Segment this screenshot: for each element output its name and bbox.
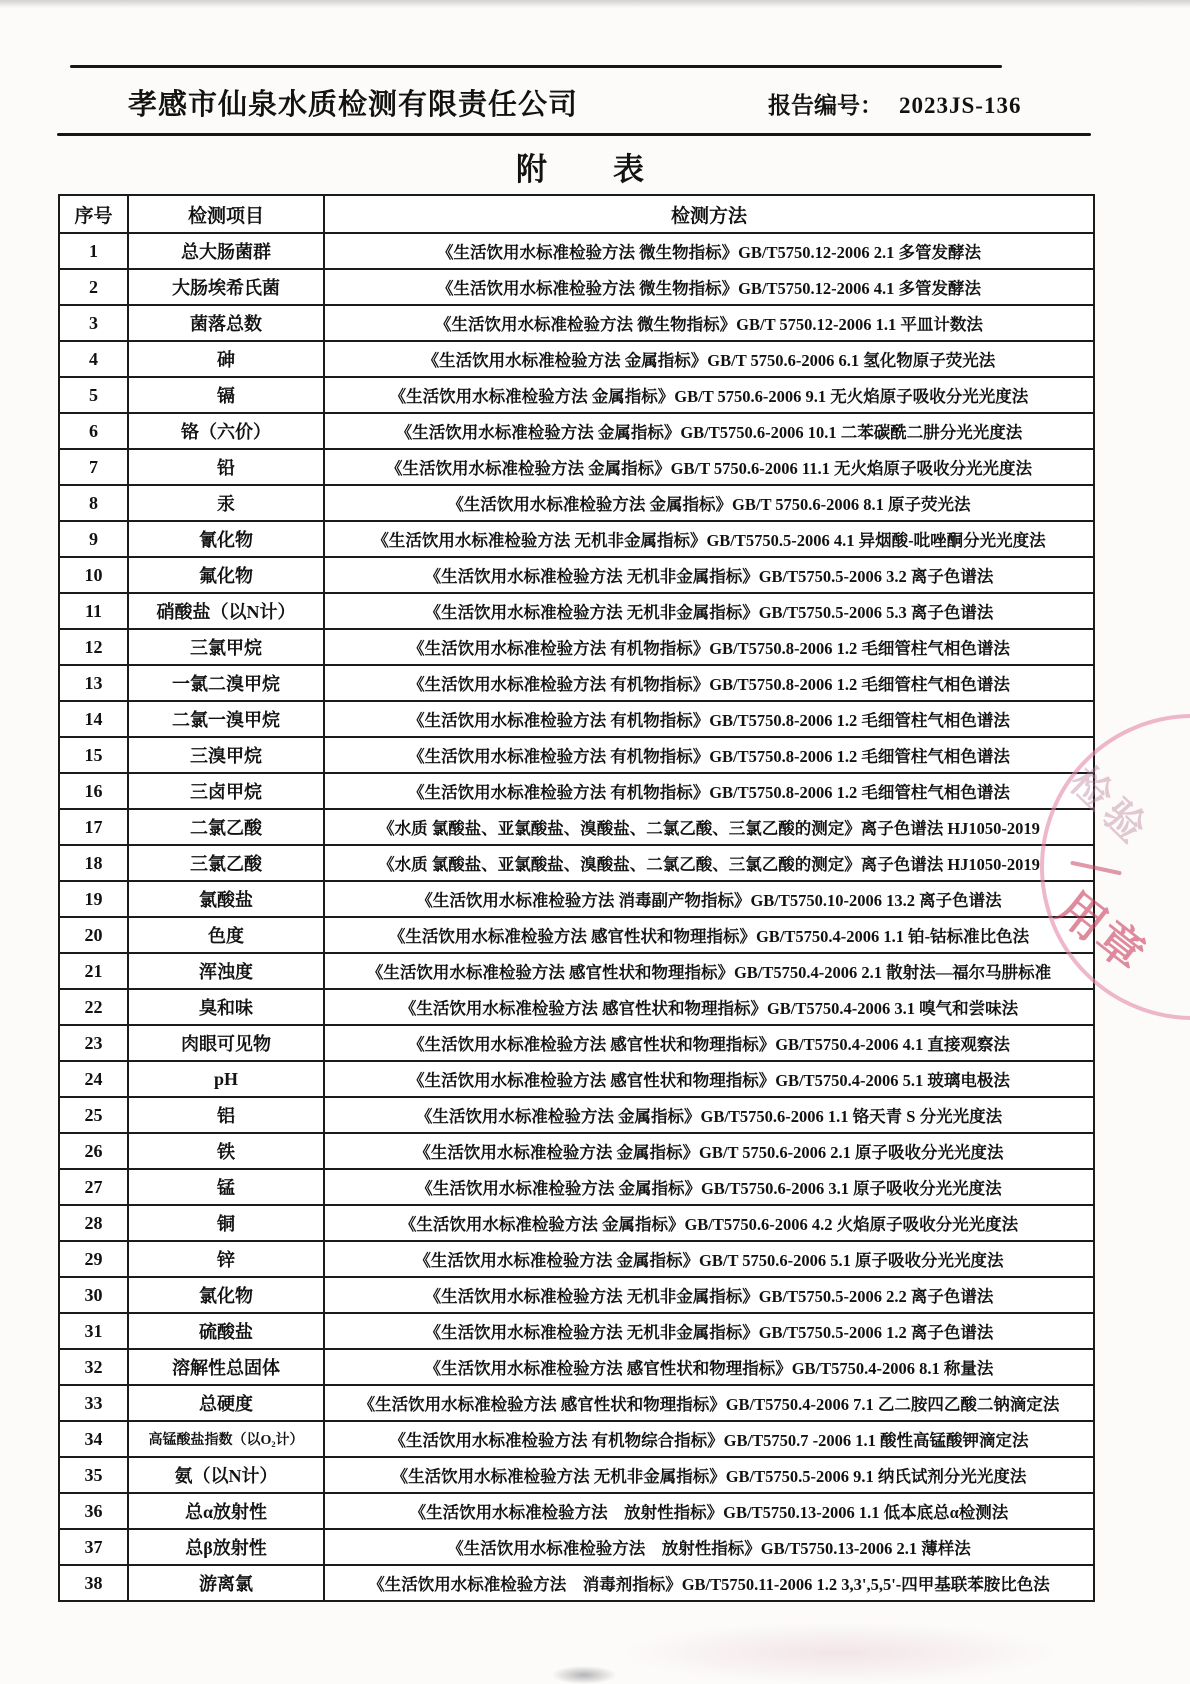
cell-item: 三氯甲烷 xyxy=(128,629,324,665)
table-row xyxy=(59,809,1094,845)
cell-seq: 15 xyxy=(59,737,128,773)
table-row xyxy=(59,413,1094,449)
cell-method: 《生活饮用水标准检验方法 金属指标》GB/T 5750.6-2006 5.1 原子吸收分光光度法 xyxy=(324,1241,1094,1277)
table-row xyxy=(59,845,1094,881)
table-row xyxy=(59,593,1094,629)
cell-item: 三氯乙酸 xyxy=(128,845,324,881)
table-row xyxy=(59,773,1094,809)
scan-smudge-artifact xyxy=(552,1666,616,1684)
cell-method: 《生活饮用水标准检验方法 有机物指标》GB/T5750.8-2006 1.2 毛细管柱气相色谱法 xyxy=(324,737,1094,773)
cell-method: 《生活饮用水标准检验方法 放射性指标》GB/T5750.13-2006 2.1 薄样法 xyxy=(324,1529,1094,1565)
cell-seq: 8 xyxy=(59,485,128,521)
cell-method: 《生活饮用水标准检验方法 金属指标》GB/T5750.6-2006 3.1 原子吸收分光光度法 xyxy=(324,1169,1094,1205)
cell-item: 高锰酸盐指数（以O₂计） xyxy=(128,1421,324,1457)
cell-item: 硫酸盐 xyxy=(128,1313,324,1349)
cell-method: 《生活饮用水标准检验方法 消毒剂指标》GB/T5750.11-2006 1.2 3,3',5,5'-四甲基联苯胺比色法 xyxy=(324,1565,1094,1601)
cell-seq: 26 xyxy=(59,1133,128,1169)
table-row xyxy=(59,737,1094,773)
cell-item: 二氯一溴甲烷 xyxy=(128,701,324,737)
cell-method: 《生活饮用水标准检验方法 无机非金属指标》GB/T5750.5-2006 5.3 离子色谱法 xyxy=(324,593,1094,629)
stamp-stroke xyxy=(1070,861,1122,876)
page-title-char-1: 附 xyxy=(516,152,547,187)
cell-method: 《生活饮用水标准检验方法 微生物指标》GB/T5750.12-2006 4.1 多管发酵法 xyxy=(324,269,1094,305)
cell-item: 铬（六价） xyxy=(128,413,324,449)
methods-table xyxy=(58,194,1095,1602)
cell-seq: 12 xyxy=(59,629,128,665)
cell-item: 砷 xyxy=(128,341,324,377)
table-header-row xyxy=(59,195,1094,233)
table-row xyxy=(59,1493,1094,1529)
page-title xyxy=(0,144,1160,189)
table-row xyxy=(59,521,1094,557)
cell-item: 汞 xyxy=(128,485,324,521)
cell-item: 大肠埃希氏菌 xyxy=(128,269,324,305)
cell-item: 总大肠菌群 xyxy=(128,233,324,269)
stamp-upper-text: 检验 xyxy=(1061,759,1158,855)
table-row xyxy=(59,377,1094,413)
cell-method: 《生活饮用水标准检验方法 感官性状和物理指标》GB/T5750.4-2006 7.1 乙二胺四乙酸二钠滴定法 xyxy=(324,1385,1094,1421)
cell-method: 《生活饮用水标准检验方法 有机物指标》GB/T5750.8-2006 1.2 毛细管柱气相色谱法 xyxy=(324,629,1094,665)
table-row xyxy=(59,341,1094,377)
cell-method: 《生活饮用水标准检验方法 无机非金属指标》GB/T5750.5-2006 3.2 离子色谱法 xyxy=(324,557,1094,593)
table-row xyxy=(59,1025,1094,1061)
cell-method: 《生活饮用水标准检验方法 有机物指标》GB/T5750.8-2006 1.2 毛细管柱气相色谱法 xyxy=(324,665,1094,701)
cell-seq: 13 xyxy=(59,665,128,701)
cell-seq: 27 xyxy=(59,1169,128,1205)
cell-method: 《生活饮用水标准检验方法 无机非金属指标》GB/T5750.5-2006 4.1 异烟酸-吡唑酮分光光度法 xyxy=(324,521,1094,557)
cell-seq: 28 xyxy=(59,1205,128,1241)
cell-item: 浑浊度 xyxy=(128,953,324,989)
cell-seq: 1 xyxy=(59,233,128,269)
header-top-rule xyxy=(70,65,1002,68)
table-row xyxy=(59,449,1094,485)
cell-method: 《生活饮用水标准检验方法 感官性状和物理指标》GB/T5750.4-2006 2.1 散射法—福尔马肼标准 xyxy=(324,953,1094,989)
cell-seq: 31 xyxy=(59,1313,128,1349)
cell-seq: 32 xyxy=(59,1349,128,1385)
cell-method: 《生活饮用水标准检验方法 无机非金属指标》GB/T5750.5-2006 9.1 纳氏试剂分光光度法 xyxy=(324,1457,1094,1493)
cell-method: 《生活饮用水标准检验方法 微生物指标》GB/T5750.12-2006 2.1 多管发酵法 xyxy=(324,233,1094,269)
cell-seq: 21 xyxy=(59,953,128,989)
table-row xyxy=(59,1133,1094,1169)
scan-edge-artifact xyxy=(0,0,1190,8)
cell-seq: 36 xyxy=(59,1493,128,1529)
cell-seq: 7 xyxy=(59,449,128,485)
table-row xyxy=(59,1097,1094,1133)
cell-item: 氯酸盐 xyxy=(128,881,324,917)
table-row xyxy=(59,557,1094,593)
table-row xyxy=(59,701,1094,737)
cell-item: 硝酸盐（以N计） xyxy=(128,593,324,629)
cell-method: 《生活饮用水标准检验方法 感官性状和物理指标》GB/T5750.4-2006 3.1 嗅气和尝味法 xyxy=(324,989,1094,1025)
cell-seq: 22 xyxy=(59,989,128,1025)
cell-item: 肉眼可见物 xyxy=(128,1025,324,1061)
cell-seq: 11 xyxy=(59,593,128,629)
cell-seq: 10 xyxy=(59,557,128,593)
cell-method: 《生活饮用水标准检验方法 消毒副产物指标》GB/T5750.10-2006 13.2 离子色谱法 xyxy=(324,881,1094,917)
cell-item: 臭和味 xyxy=(128,989,324,1025)
cell-method: 《生活饮用水标准检验方法 金属指标》GB/T 5750.6-2006 2.1 原子吸收分光光度法 xyxy=(324,1133,1094,1169)
table-row xyxy=(59,1169,1094,1205)
cell-seq: 37 xyxy=(59,1529,128,1565)
cell-item: 铜 xyxy=(128,1205,324,1241)
report-number-label: 报告编号： xyxy=(768,92,883,118)
table-row xyxy=(59,1529,1094,1565)
cell-seq: 30 xyxy=(59,1277,128,1313)
cell-item: 氨（以N计） xyxy=(128,1457,324,1493)
cell-method: 《生活饮用水标准检验方法 感官性状和物理指标》GB/T5750.4-2006 1.1 铂-钴标准比色法 xyxy=(324,917,1094,953)
table-row xyxy=(59,665,1094,701)
cell-method: 《生活饮用水标准检验方法 金属指标》GB/T5750.6-2006 10.1 二苯碳酰二肼分光光度法 xyxy=(324,413,1094,449)
table-row xyxy=(59,1313,1094,1349)
table-row xyxy=(59,269,1094,305)
cell-method: 《生活饮用水标准检验方法 金属指标》GB/T 5750.6-2006 9.1 无火焰原子吸收分光光度法 xyxy=(324,377,1094,413)
report-number xyxy=(768,87,1021,120)
table-row xyxy=(59,1349,1094,1385)
cell-seq: 29 xyxy=(59,1241,128,1277)
cell-seq: 24 xyxy=(59,1061,128,1097)
cell-seq: 20 xyxy=(59,917,128,953)
cell-method: 《生活饮用水标准检验方法 金属指标》GB/T 5750.6-2006 8.1 原子荧光法 xyxy=(324,485,1094,521)
table-row xyxy=(59,1277,1094,1313)
table-row xyxy=(59,1205,1094,1241)
table-row xyxy=(59,1565,1094,1601)
stamp-lower-text: 用章 xyxy=(1048,881,1156,982)
cell-method: 《生活饮用水标准检验方法 感官性状和物理指标》GB/T5750.4-2006 8.1 称量法 xyxy=(324,1349,1094,1385)
cell-seq: 35 xyxy=(59,1457,128,1493)
cell-method: 《生活饮用水标准检验方法 无机非金属指标》GB/T5750.5-2006 2.2 离子色谱法 xyxy=(324,1277,1094,1313)
header-bottom-rule xyxy=(57,133,1091,136)
cell-method: 《生活饮用水标准检验方法 放射性指标》GB/T5750.13-2006 1.1 低本底总α检测法 xyxy=(324,1493,1094,1529)
cell-item: 三卤甲烷 xyxy=(128,773,324,809)
cell-method: 《生活饮用水标准检验方法 感官性状和物理指标》GB/T5750.4-2006 4.1 直接观察法 xyxy=(324,1025,1094,1061)
report-number-value: 2023JS-136 xyxy=(899,93,1022,118)
column-header-item: 检测项目 xyxy=(128,195,324,233)
cell-item: 镉 xyxy=(128,377,324,413)
cell-method: 《水质 氯酸盐、亚氯酸盐、溴酸盐、二氯乙酸、三氯乙酸的测定》离子色谱法 HJ1050-2019 xyxy=(324,809,1094,845)
table-row xyxy=(59,305,1094,341)
cell-item: 总硬度 xyxy=(128,1385,324,1421)
table-row xyxy=(59,629,1094,665)
cell-seq: 33 xyxy=(59,1385,128,1421)
cell-method: 《生活饮用水标准检验方法 金属指标》GB/T 5750.6-2006 6.1 氢化物原子荧光法 xyxy=(324,341,1094,377)
cell-item: 锌 xyxy=(128,1241,324,1277)
company-name: 孝感市仙泉水质检测有限责任公司 xyxy=(128,89,579,121)
cell-method: 《生活饮用水标准检验方法 金属指标》GB/T5750.6-2006 4.2 火焰原子吸收分光光度法 xyxy=(324,1205,1094,1241)
cell-seq: 38 xyxy=(59,1565,128,1601)
table-row xyxy=(59,1421,1094,1457)
cell-seq: 3 xyxy=(59,305,128,341)
table-row xyxy=(59,485,1094,521)
cell-method: 《生活饮用水标准检验方法 有机物指标》GB/T5750.8-2006 1.2 毛细管柱气相色谱法 xyxy=(324,773,1094,809)
cell-method: 《生活饮用水标准检验方法 感官性状和物理指标》GB/T5750.4-2006 5.1 玻璃电极法 xyxy=(324,1061,1094,1097)
cell-method: 《生活饮用水标准检验方法 有机物指标》GB/T5750.8-2006 1.2 毛细管柱气相色谱法 xyxy=(324,701,1094,737)
cell-method: 《生活饮用水标准检验方法 金属指标》GB/T5750.6-2006 1.1 铬天青 S 分光光度法 xyxy=(324,1097,1094,1133)
cell-item: 二氯乙酸 xyxy=(128,809,324,845)
cell-item: 色度 xyxy=(128,917,324,953)
cell-item: 总α放射性 xyxy=(128,1493,324,1529)
column-header-method: 检测方法 xyxy=(324,195,1094,233)
stamp-bleed-artifact xyxy=(620,1622,1060,1684)
cell-seq: 23 xyxy=(59,1025,128,1061)
cell-seq: 9 xyxy=(59,521,128,557)
cell-item: 铅 xyxy=(128,449,324,485)
cell-item: 游离氯 xyxy=(128,1565,324,1601)
cell-item: 氯化物 xyxy=(128,1277,324,1313)
cell-seq: 4 xyxy=(59,341,128,377)
table-row xyxy=(59,953,1094,989)
cell-seq: 18 xyxy=(59,845,128,881)
cell-item: 三溴甲烷 xyxy=(128,737,324,773)
cell-seq: 16 xyxy=(59,773,128,809)
cell-seq: 5 xyxy=(59,377,128,413)
cell-item: 铁 xyxy=(128,1133,324,1169)
cell-item: 氟化物 xyxy=(128,557,324,593)
cell-seq: 25 xyxy=(59,1097,128,1133)
table-row xyxy=(59,1061,1094,1097)
column-header-seq: 序号 xyxy=(59,195,128,233)
cell-method: 《生活饮用水标准检验方法 微生物指标》GB/T 5750.12-2006 1.1 平皿计数法 xyxy=(324,305,1094,341)
cell-item: 溶解性总固体 xyxy=(128,1349,324,1385)
table-row xyxy=(59,917,1094,953)
cell-seq: 19 xyxy=(59,881,128,917)
table-row xyxy=(59,881,1094,917)
cell-item: 一氯二溴甲烷 xyxy=(128,665,324,701)
cell-method: 《生活饮用水标准检验方法 无机非金属指标》GB/T5750.5-2006 1.2 离子色谱法 xyxy=(324,1313,1094,1349)
cell-seq: 17 xyxy=(59,809,128,845)
cell-item: 总β放射性 xyxy=(128,1529,324,1565)
cell-seq: 2 xyxy=(59,269,128,305)
cell-item: 氰化物 xyxy=(128,521,324,557)
cell-item: pH xyxy=(128,1061,324,1097)
cell-method: 《生活饮用水标准检验方法 金属指标》GB/T 5750.6-2006 11.1 无火焰原子吸收分光光度法 xyxy=(324,449,1094,485)
table-row xyxy=(59,1457,1094,1493)
cell-item: 菌落总数 xyxy=(128,305,324,341)
cell-item: 锰 xyxy=(128,1169,324,1205)
table-row xyxy=(59,1241,1094,1277)
cell-seq: 34 xyxy=(59,1421,128,1457)
page-title-char-2: 表 xyxy=(613,152,644,187)
cell-seq: 6 xyxy=(59,413,128,449)
table-row xyxy=(59,233,1094,269)
table-row xyxy=(59,989,1094,1025)
cell-method: 《生活饮用水标准检验方法 有机物综合指标》GB/T5750.7 -2006 1.1 酸性高锰酸钾滴定法 xyxy=(324,1421,1094,1457)
table-body xyxy=(59,233,1094,1601)
cell-method: 《水质 氯酸盐、亚氯酸盐、溴酸盐、二氯乙酸、三氯乙酸的测定》离子色谱法 HJ1050-2019 xyxy=(324,845,1094,881)
table-row xyxy=(59,1385,1094,1421)
cell-seq: 14 xyxy=(59,701,128,737)
cell-item: 铝 xyxy=(128,1097,324,1133)
